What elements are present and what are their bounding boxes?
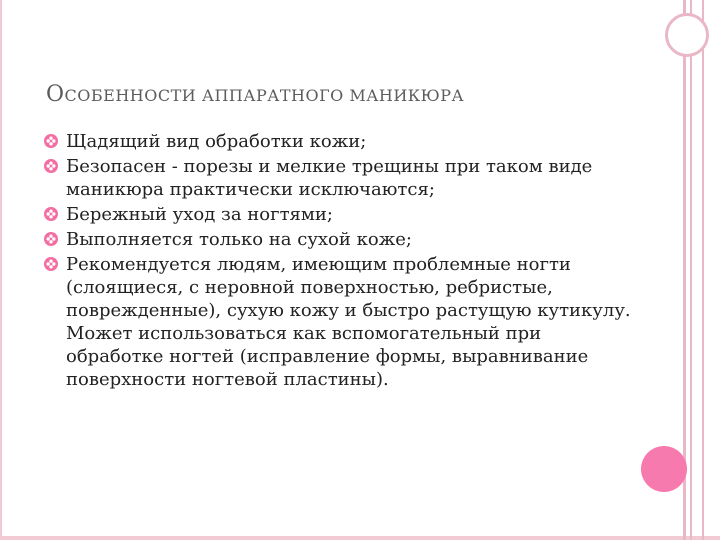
decor-circle-pink <box>641 446 687 492</box>
title-rest: СОБЕННОСТИ АППАРАТНОГО МАНИКЮРА <box>64 86 465 105</box>
list-item <box>44 228 644 251</box>
flower-bullet-icon <box>44 159 58 173</box>
flower-bullet-icon <box>44 207 58 221</box>
flower-bullet-icon <box>44 134 58 148</box>
list-item <box>44 130 644 153</box>
title-first-letter: О <box>46 82 65 107</box>
list-item <box>44 155 644 201</box>
bullet-list <box>44 130 644 393</box>
flower-bullet-icon <box>44 232 58 246</box>
decor-circle-outline <box>665 13 709 57</box>
bullet-text: Выполняется только на сухой коже; <box>66 229 412 250</box>
bottom-border <box>0 536 720 540</box>
list-item <box>44 203 644 226</box>
bullet-text: Бережный уход за ногтями; <box>66 204 333 225</box>
list-item <box>44 253 644 391</box>
frame-line <box>702 0 704 540</box>
flower-bullet-icon <box>44 257 58 271</box>
frame-line <box>690 0 692 540</box>
slide-title <box>46 82 464 107</box>
bullet-text: Рекомендуется людям, имеющим проблемные ногти (слоящиеся, с неровной поверхностью, ребристые, поврежденные), сухую кожу и быстро растущую кутикулу. Может использоваться как вспомогательный при обработке ногтей (исправление формы, выравнивание поверхности ногтевой пластины). <box>66 254 631 390</box>
left-border <box>0 0 2 540</box>
bullet-text: Щадящий вид обработки кожи; <box>66 131 367 152</box>
bullet-text: Безопасен - порезы и мелкие трещины при таком виде маникюра практически исключаются; <box>66 156 593 200</box>
